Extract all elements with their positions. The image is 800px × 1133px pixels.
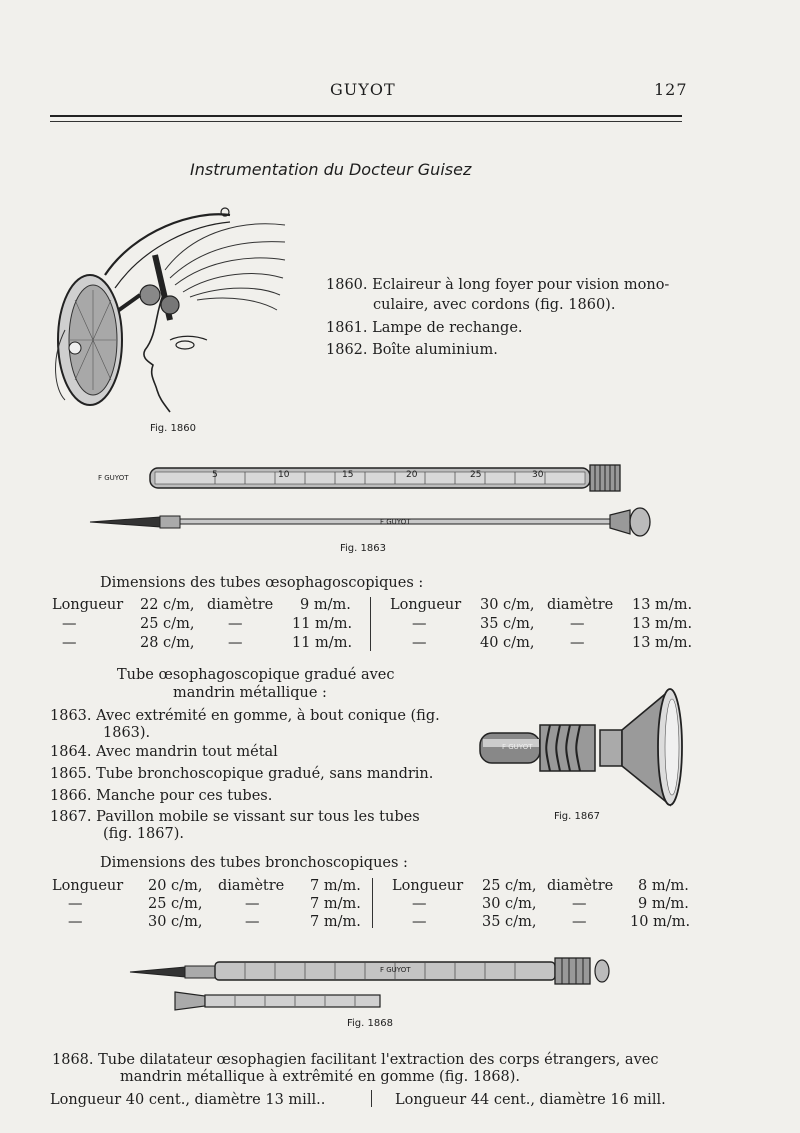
oeso-right-r3-dlabel: — — [570, 635, 585, 651]
item-1868-line1: 1868. Tube dilatateur œsophagien facilitant l'extraction des corps étrangers, avec — [52, 1052, 659, 1068]
broncho-left-r3-diam: 7 m/m. — [310, 914, 361, 930]
running-header-title: GUYOT — [330, 80, 396, 99]
fig-1867-engraving: F GUYOT — [502, 743, 533, 751]
fig-1863-scale-25: 25 — [470, 470, 482, 480]
broncho-right-r1-length: 25 c/m, — [482, 878, 537, 894]
oeso-left-r2-dlabel: — — [228, 616, 243, 632]
broncho-left-r2-label: — — [68, 896, 83, 912]
broncho-right-r3-label: — — [412, 914, 427, 930]
oeso-left-r1-dlabel: diamètre — [207, 597, 274, 613]
fig-1863-scale-10: 10 — [278, 470, 290, 480]
broncho-column-divider — [372, 878, 373, 928]
broncho-left-r3-length: 30 c/m, — [148, 914, 203, 930]
broncho-left-r3-dlabel: — — [245, 914, 260, 930]
fig-1863-scale-20: 20 — [406, 470, 418, 480]
oeso-dims-heading: Dimensions des tubes œsophagoscopiques : — [100, 575, 424, 591]
item-1868-divider — [371, 1090, 372, 1107]
oeso-left-r3-length: 28 c/m, — [140, 635, 195, 651]
section-subtitle: Instrumentation du Docteur Guisez — [190, 160, 472, 179]
item-1867-line1: 1867. Pavillon mobile se vissant sur tous les tubes — [50, 809, 420, 825]
oeso-left-r1-label: Longueur — [52, 597, 124, 613]
broncho-right-r1-diam: 8 m/m. — [638, 878, 689, 894]
broncho-left-r1-dlabel: diamètre — [218, 878, 285, 894]
oeso-right-r1-dlabel: diamètre — [547, 597, 614, 613]
tube-heading-line1: Tube œsophagoscopique gradué avec — [117, 667, 395, 683]
oeso-right-r2-dlabel: — — [570, 616, 585, 632]
broncho-right-r3-dlabel: — — [572, 914, 587, 930]
fig-1863-engraving: F GUYOT — [98, 474, 129, 482]
broncho-left-r2-length: 25 c/m, — [148, 896, 203, 912]
broncho-right-r2-length: 30 c/m, — [482, 896, 537, 912]
item-1864: 1864. Avec mandrin tout métal — [50, 744, 278, 760]
header-rule-thin — [50, 121, 682, 122]
oeso-right-r2-label: — — [412, 616, 427, 632]
broncho-right-r3-diam: 10 m/m. — [630, 914, 691, 930]
oeso-right-r2-diam: 13 m/m. — [632, 616, 693, 632]
oeso-right-r1-diam: 13 m/m. — [632, 597, 693, 613]
header-rule-thick — [50, 115, 682, 117]
oeso-left-r3-diam: 11 m/m. — [292, 635, 353, 651]
oeso-left-r2-length: 25 c/m, — [140, 616, 195, 632]
fig-1868-dilator-illustration — [125, 950, 615, 1020]
fig-1868-caption: Fig. 1868 — [347, 1018, 393, 1029]
broncho-right-r3-length: 35 c/m, — [482, 914, 537, 930]
oeso-left-r2-label: — — [62, 616, 77, 632]
broncho-left-r1-diam: 7 m/m. — [310, 878, 361, 894]
fig-1863-mandrel-engraving: F GUYOT — [380, 518, 411, 526]
broncho-right-r2-dlabel: — — [572, 896, 587, 912]
oeso-right-r1-length: 30 c/m, — [480, 597, 535, 613]
item-1863-line2: 1863). — [103, 725, 151, 741]
broncho-right-r2-diam: 9 m/m. — [638, 896, 689, 912]
oeso-right-r3-label: — — [412, 635, 427, 651]
fig-1868-engraving: F GUYOT — [380, 966, 411, 974]
item-1866: 1866. Manche pour ces tubes. — [50, 788, 273, 804]
broncho-left-r2-dlabel: — — [245, 896, 260, 912]
item-1867-line2: (fig. 1867). — [103, 826, 184, 842]
fig-1863-caption: Fig. 1863 — [340, 543, 386, 554]
item-1863-line1: 1863. Avec extrémité en gomme, à bout conique (fig. — [50, 708, 440, 724]
item-1861: 1861. Lampe de rechange. — [326, 320, 523, 336]
broncho-left-r3-label: — — [68, 914, 83, 930]
fig-1860-headlamp-illustration — [45, 200, 295, 415]
tube-heading-line2: mandrin métallique : — [173, 685, 327, 701]
broncho-right-r1-label: Longueur — [392, 878, 464, 894]
item-1862: 1862. Boîte aluminium. — [326, 342, 498, 358]
oeso-left-r2-diam: 11 m/m. — [292, 616, 353, 632]
broncho-right-r2-label: — — [412, 896, 427, 912]
broncho-left-r2-diam: 7 m/m. — [310, 896, 361, 912]
fig-1863-scale-15: 15 — [342, 470, 354, 480]
broncho-right-r1-dlabel: diamètre — [547, 878, 614, 894]
item-1860-line1: 1860. Eclaireur à long foyer pour vision mono- — [326, 277, 670, 293]
broncho-left-r1-length: 20 c/m, — [148, 878, 203, 894]
oeso-left-r1-length: 22 c/m, — [140, 597, 195, 613]
item-1868-dim-left: Longueur 40 cent., diamètre 13 mill.. — [50, 1092, 326, 1108]
oeso-right-r1-label: Longueur — [390, 597, 462, 613]
fig-1863-scale-5: 5 — [212, 470, 218, 480]
oeso-left-r3-label: — — [62, 635, 77, 651]
oeso-column-divider — [370, 597, 371, 651]
fig-1863-tube-illustration — [85, 460, 660, 540]
broncho-left-r1-label: Longueur — [52, 878, 124, 894]
item-1865: 1865. Tube bronchoscopique gradué, sans mandrin. — [50, 766, 434, 782]
oeso-right-r3-diam: 13 m/m. — [632, 635, 693, 651]
fig-1860-caption: Fig. 1860 — [150, 423, 196, 434]
item-1868-dim-right: Longueur 44 cent., diamètre 16 mill. — [395, 1092, 666, 1108]
page-number: 127 — [654, 80, 688, 99]
oeso-right-r3-length: 40 c/m, — [480, 635, 535, 651]
oeso-right-r2-length: 35 c/m, — [480, 616, 535, 632]
broncho-dims-heading: Dimensions des tubes bronchoscopiques : — [100, 855, 408, 871]
oeso-left-r3-dlabel: — — [228, 635, 243, 651]
item-1860-line2: culaire, avec cordons (fig. 1860). — [373, 297, 616, 313]
oeso-left-r1-diam: 9 m/m. — [300, 597, 351, 613]
fig-1863-scale-30: 30 — [532, 470, 544, 480]
fig-1867-caption: Fig. 1867 — [554, 811, 600, 822]
item-1868-line2: mandrin métallique à extrêmité en gomme (fig. 1868). — [120, 1069, 521, 1085]
